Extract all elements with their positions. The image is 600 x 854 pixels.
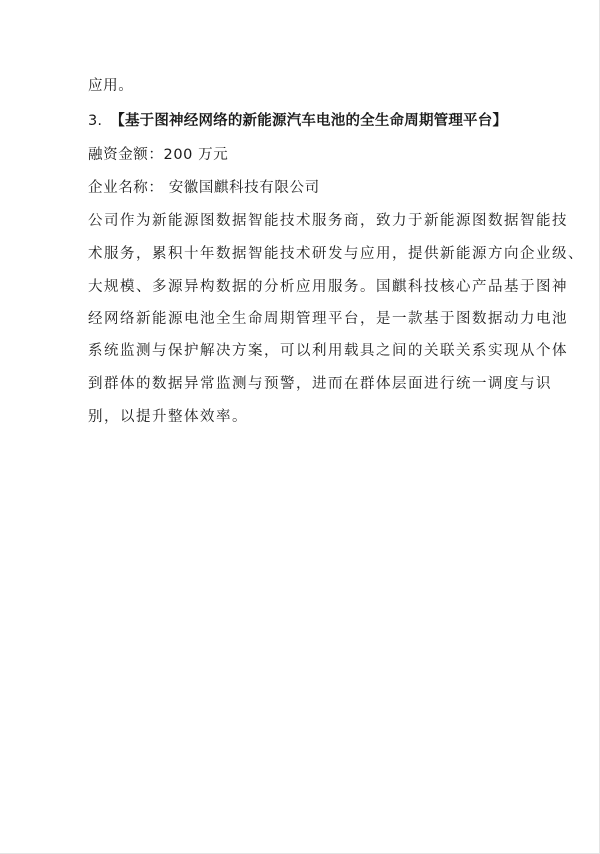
section-number: 3. <box>88 113 103 129</box>
section-heading <box>88 112 507 130</box>
body-line-3: 大规模、多源异构数据的分析应用服务。国麒科技核心产品基于图神 <box>88 279 568 295</box>
body-line-1: 公司作为新能源图数据智能技术服务商，致力于新能源图数据智能技 <box>88 213 568 229</box>
section-title: 【基于图神经网络的新能源汽车电池的全生命周期管理平台】 <box>110 113 508 129</box>
body-line-2: 术服务，累积十年数据智能技术研发与应用，提供新能源方向企业级、 <box>88 246 584 262</box>
body-line-4: 经网络新能源电池全生命周期管理平台，是一款基于图数据动力电池 <box>88 311 568 327</box>
financing-amount: 融资金额：200 万元 <box>88 147 229 163</box>
body-line-7: 别，以提升整体效率。 <box>88 409 248 425</box>
body-line-5: 系统监测与保护解决方案，可以利用载具之间的关联关系实现从个体 <box>88 343 568 359</box>
body-line-6: 到群体的数据异常监测与预警，进而在群体层面进行统一调度与识 <box>88 376 552 392</box>
continued-text: 应用。 <box>88 78 134 94</box>
company-name: 企业名称： 安徽国麒科技有限公司 <box>88 180 320 196</box>
